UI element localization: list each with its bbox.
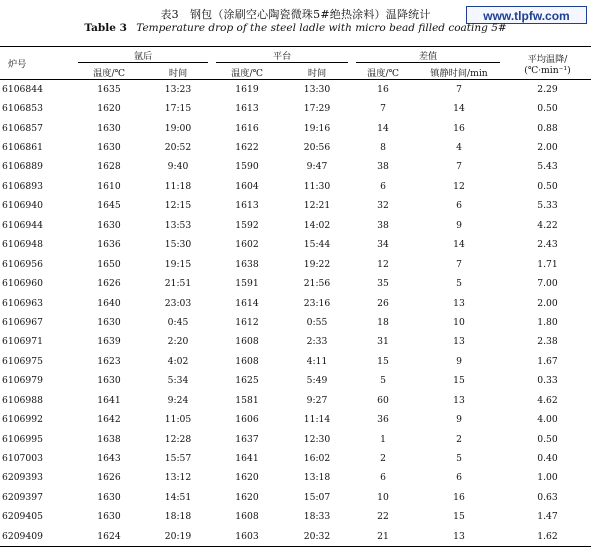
table-cell: 1636 <box>97 239 121 251</box>
table-cell: 15:30 <box>164 239 192 251</box>
table-cell: 0.50 <box>537 103 558 115</box>
table-cell: 1613 <box>235 103 259 115</box>
table-cell: 4:11 <box>306 355 328 367</box>
table-cell: 6106889 <box>2 161 43 173</box>
table-cell: 19:00 <box>164 122 192 134</box>
table-cell: 15:07 <box>303 491 331 503</box>
table-cell: 1637 <box>235 433 259 445</box>
table-cell: 1.62 <box>504 527 591 546</box>
table-cell: 6106995 <box>2 433 43 445</box>
table-cell: 0:45 <box>167 316 189 328</box>
table-cell: 0.88 <box>537 122 558 134</box>
table-cell: 1622 <box>235 142 259 154</box>
table-cell: 1630 <box>97 219 121 231</box>
table-cell: 1592 <box>235 219 259 231</box>
table-row <box>0 391 591 410</box>
table-cell: 1638 <box>97 433 121 445</box>
table-cell: 1602 <box>235 239 259 251</box>
table-cell: 1620 <box>235 491 259 503</box>
table-cell: 9:40 <box>167 161 189 173</box>
table-caption-en: Temperature drop of the steel ladle with micro bead filled coating 5# <box>136 22 507 34</box>
table-cell: 6106857 <box>2 122 43 134</box>
table-cell: 1581 <box>235 394 259 406</box>
table-row <box>0 274 591 293</box>
table-cell: 1650 <box>97 258 121 270</box>
table-cell: 1 <box>380 433 386 445</box>
header-avg-drop: 平均温降/ (℃·min⁻¹) <box>504 47 591 80</box>
table-cell: 0.50 <box>537 180 558 192</box>
table-cell: 1610 <box>97 180 121 192</box>
table-cell: 9:24 <box>167 394 189 406</box>
table-cell: 4 <box>456 142 462 154</box>
table-row <box>0 527 591 546</box>
table-cell: 13:23 <box>164 83 192 95</box>
table-cell: 15 <box>377 355 389 367</box>
table-cell: 17:29 <box>303 103 331 115</box>
table-cell: 14:02 <box>303 219 331 231</box>
table-cell: 6106948 <box>2 239 43 251</box>
table-cell: 20:19 <box>144 527 212 546</box>
table-cell: 35 <box>377 278 389 290</box>
table-cell: 19:16 <box>303 122 331 134</box>
table-cell: 1.71 <box>537 258 558 270</box>
table-cell: 0:55 <box>306 316 328 328</box>
table-cell: 6106944 <box>2 219 43 231</box>
table-cell: 0.63 <box>537 491 558 503</box>
header-argon: 氩后 <box>74 47 212 65</box>
table-row <box>0 371 591 390</box>
table-cell: 21:56 <box>303 278 331 290</box>
table-cell: 13:12 <box>164 472 192 484</box>
table-cell: 18:33 <box>303 511 331 523</box>
table-cell: 15:57 <box>164 453 192 465</box>
table-cell: 0.33 <box>537 375 558 387</box>
table-cell: 2:20 <box>167 336 189 348</box>
table-title-cn <box>0 6 591 22</box>
header-argon-time: 时间 <box>144 65 212 80</box>
table-cell: 9 <box>456 219 462 231</box>
table-row <box>0 196 591 215</box>
table-cell: 16 <box>453 122 465 134</box>
table-cell: 6 <box>456 472 462 484</box>
table-cell: 9:47 <box>306 161 328 173</box>
table-cell: 18:18 <box>164 511 192 523</box>
header-platform-time: 时间 <box>282 65 352 80</box>
table-cell: 21 <box>352 527 414 546</box>
table-cell: 1630 <box>97 316 121 328</box>
table-cell: 6106992 <box>2 414 43 426</box>
table-label-en: Table 3 <box>84 22 127 34</box>
table-cell: 11:30 <box>303 180 331 192</box>
table-cell: 6106853 <box>2 103 43 115</box>
table-cell: 18 <box>377 316 389 328</box>
table-cell: 1626 <box>97 472 121 484</box>
table-cell: 6 <box>380 180 386 192</box>
table-cell: 5:49 <box>306 375 328 387</box>
table-row <box>0 352 591 371</box>
table-cell: 16 <box>377 83 389 95</box>
table-cell: 13:18 <box>303 472 331 484</box>
table-cell: 1643 <box>97 453 121 465</box>
table-cell: 7 <box>380 103 386 115</box>
table-cell: 6106971 <box>2 336 43 348</box>
table-cell: 6209409 <box>0 527 74 546</box>
table-cell: 22 <box>377 511 389 523</box>
header-platform-temp: 温度/℃ <box>212 65 282 80</box>
table-cell: 2:33 <box>306 336 328 348</box>
table-cell: 1639 <box>97 336 121 348</box>
table-row <box>0 488 591 507</box>
table-cell: 1604 <box>235 180 259 192</box>
table-cell: 1630 <box>97 375 121 387</box>
table-cell: 6 <box>380 472 386 484</box>
table-cell: 21:51 <box>164 278 192 290</box>
table-cell: 6106963 <box>2 297 43 309</box>
table-row <box>0 118 591 137</box>
table-cell: 11:18 <box>164 180 192 192</box>
table-cell: 13:53 <box>164 219 192 231</box>
table-cell: 6106861 <box>2 142 43 154</box>
table-cell: 20:52 <box>164 142 192 154</box>
table-cell: 6106960 <box>2 278 43 290</box>
table-cell: 2.00 <box>537 297 558 309</box>
table-cell: 13:30 <box>303 83 331 95</box>
table-cell: 34 <box>377 239 389 251</box>
table-cell: 19:15 <box>164 258 192 270</box>
table-cell: 23:03 <box>164 297 192 309</box>
table-cell: 2.38 <box>537 336 558 348</box>
table-cell: 1638 <box>235 258 259 270</box>
table-cell: 6106975 <box>2 355 43 367</box>
table-cell: 31 <box>377 336 389 348</box>
header-platform: 平台 <box>212 47 352 65</box>
table-cell: 60 <box>377 394 389 406</box>
table-cell: 12:21 <box>303 200 331 212</box>
table-cell: 15:44 <box>303 239 331 251</box>
table-cell: 6209405 <box>2 511 43 523</box>
table-cell: 6209393 <box>2 472 43 484</box>
header-argon-temp: 温度/℃ <box>74 65 144 80</box>
table-cell: 6106967 <box>2 316 43 328</box>
table-row <box>0 449 591 468</box>
table-row <box>0 80 591 99</box>
table-cell: 1616 <box>235 122 259 134</box>
table-cell: 6106979 <box>2 375 43 387</box>
table-cell: 5.33 <box>537 200 558 212</box>
table-cell: 1608 <box>235 355 259 367</box>
table-cell: 4:02 <box>167 355 189 367</box>
table-cell: 1641 <box>235 453 259 465</box>
table-cell: 7 <box>456 83 462 95</box>
table-cell: 1630 <box>97 142 121 154</box>
table-cell: 2.43 <box>537 239 558 251</box>
table-cell: 1608 <box>235 511 259 523</box>
table-cell: 1620 <box>235 472 259 484</box>
table-cell: 4.62 <box>537 394 558 406</box>
table-row <box>0 235 591 254</box>
table-cell: 11:14 <box>303 414 331 426</box>
header-settle-time: 镇静时间/min <box>414 65 504 80</box>
table-cell: 1603 <box>212 527 282 546</box>
table-cell: 15 <box>453 511 465 523</box>
temperature-drop-table <box>0 46 591 547</box>
table-row <box>0 254 591 273</box>
table-cell: 9 <box>456 355 462 367</box>
table-cell: 6 <box>456 200 462 212</box>
table-cell: 1614 <box>235 297 259 309</box>
table-row <box>0 429 591 448</box>
table-cell: 1606 <box>235 414 259 426</box>
table-cell: 2 <box>380 453 386 465</box>
table-cell: 6209397 <box>2 491 43 503</box>
table-cell: 1630 <box>97 491 121 503</box>
table-cell: 5 <box>380 375 386 387</box>
table-cell: 1623 <box>97 355 121 367</box>
table-cell: 5 <box>456 278 462 290</box>
table-cell: 12:30 <box>303 433 331 445</box>
table-cell: 1645 <box>97 200 121 212</box>
table-cell: 1.80 <box>537 316 558 328</box>
table-cell: 5 <box>456 453 462 465</box>
table-cell: 1.00 <box>537 472 558 484</box>
table-cell: 13 <box>453 297 465 309</box>
table-caption-cn: 钢包（涂刷空心陶瓷微珠5#绝热涂料）温降统计 <box>189 8 431 21</box>
table-cell: 0.40 <box>537 453 558 465</box>
table-row <box>0 332 591 351</box>
table-cell: 9 <box>456 414 462 426</box>
table-cell: 1641 <box>97 394 121 406</box>
table-cell: 14:51 <box>164 491 192 503</box>
table-cell: 1630 <box>97 511 121 523</box>
table-cell: 14 <box>377 122 389 134</box>
table-cell: 6106956 <box>2 258 43 270</box>
table-cell: 6107003 <box>2 453 43 465</box>
table-cell: 2 <box>456 433 462 445</box>
table-cell: 20:56 <box>303 142 331 154</box>
table-cell: 10 <box>453 316 465 328</box>
table-cell: 12:28 <box>164 433 192 445</box>
table-cell: 12 <box>377 258 389 270</box>
table-row <box>0 468 591 487</box>
table-cell: 14 <box>453 103 465 115</box>
table-cell: 1591 <box>235 278 259 290</box>
table-cell: 26 <box>377 297 389 309</box>
table-cell: 12 <box>453 180 465 192</box>
table-cell: 20:32 <box>282 527 352 546</box>
watermark-logo: www.tlpfw.com <box>466 6 587 24</box>
table-title-en <box>0 22 591 34</box>
table-cell: 15 <box>453 375 465 387</box>
table-cell: 1619 <box>235 83 259 95</box>
table-row <box>0 313 591 332</box>
table-row <box>0 216 591 235</box>
table-cell: 1635 <box>97 83 121 95</box>
table-cell: 4.22 <box>537 219 558 231</box>
table-cell: 7.00 <box>537 278 558 290</box>
header-difference: 差值 <box>352 47 504 65</box>
table-cell: 16 <box>453 491 465 503</box>
table-cell: 6106940 <box>2 200 43 212</box>
table-cell: 38 <box>377 219 389 231</box>
table-cell: 14 <box>453 239 465 251</box>
table-cell: 1624 <box>74 527 144 546</box>
table-row <box>0 177 591 196</box>
table-cell: 1630 <box>97 122 121 134</box>
table-row <box>0 157 591 176</box>
table-cell: 16:02 <box>303 453 331 465</box>
table-cell: 1642 <box>97 414 121 426</box>
table-cell: 7 <box>456 161 462 173</box>
table-cell: 6106988 <box>2 394 43 406</box>
table-cell: 1628 <box>97 161 121 173</box>
table-cell: 12:15 <box>164 200 192 212</box>
table-cell: 10 <box>377 491 389 503</box>
table-cell: 1.67 <box>537 355 558 367</box>
table-cell: 13 <box>414 527 504 546</box>
table-cell: 38 <box>377 161 389 173</box>
table-cell: 1613 <box>235 200 259 212</box>
table-cell: 1608 <box>235 336 259 348</box>
table-cell: 2.29 <box>537 83 558 95</box>
table-cell: 6106893 <box>2 180 43 192</box>
table-row <box>0 99 591 118</box>
table-cell: 1625 <box>235 375 259 387</box>
table-cell: 11:05 <box>164 414 192 426</box>
header-furnace: 炉号 <box>0 47 74 80</box>
table-cell: 19:22 <box>303 258 331 270</box>
table-row <box>0 410 591 429</box>
table-cell: 6106844 <box>2 83 43 95</box>
table-cell: 1590 <box>235 161 259 173</box>
table-cell: 13 <box>453 394 465 406</box>
table-cell: 13 <box>453 336 465 348</box>
table-cell: 5:34 <box>167 375 189 387</box>
table-cell: 5.43 <box>537 161 558 173</box>
table-cell: 1620 <box>97 103 121 115</box>
table-cell: 4.00 <box>537 414 558 426</box>
table-cell: 0.50 <box>537 433 558 445</box>
table-row <box>0 507 591 526</box>
table-cell: 9:27 <box>306 394 328 406</box>
table-cell: 1.47 <box>537 511 558 523</box>
table-cell: 1612 <box>235 316 259 328</box>
table-cell: 36 <box>377 414 389 426</box>
table-body <box>0 80 591 547</box>
table-cell: 1626 <box>97 278 121 290</box>
table-cell: 8 <box>380 142 386 154</box>
table-row <box>0 293 591 312</box>
table-cell: 2.00 <box>537 142 558 154</box>
header-diff-temp: 温度/℃ <box>352 65 414 80</box>
table-cell: 23:16 <box>303 297 331 309</box>
table-cell: 32 <box>377 200 389 212</box>
table-label-cn: 表3 <box>160 8 179 21</box>
table-row <box>0 138 591 157</box>
table-cell: 17:15 <box>164 103 192 115</box>
table-cell: 1640 <box>97 297 121 309</box>
table-cell: 7 <box>456 258 462 270</box>
